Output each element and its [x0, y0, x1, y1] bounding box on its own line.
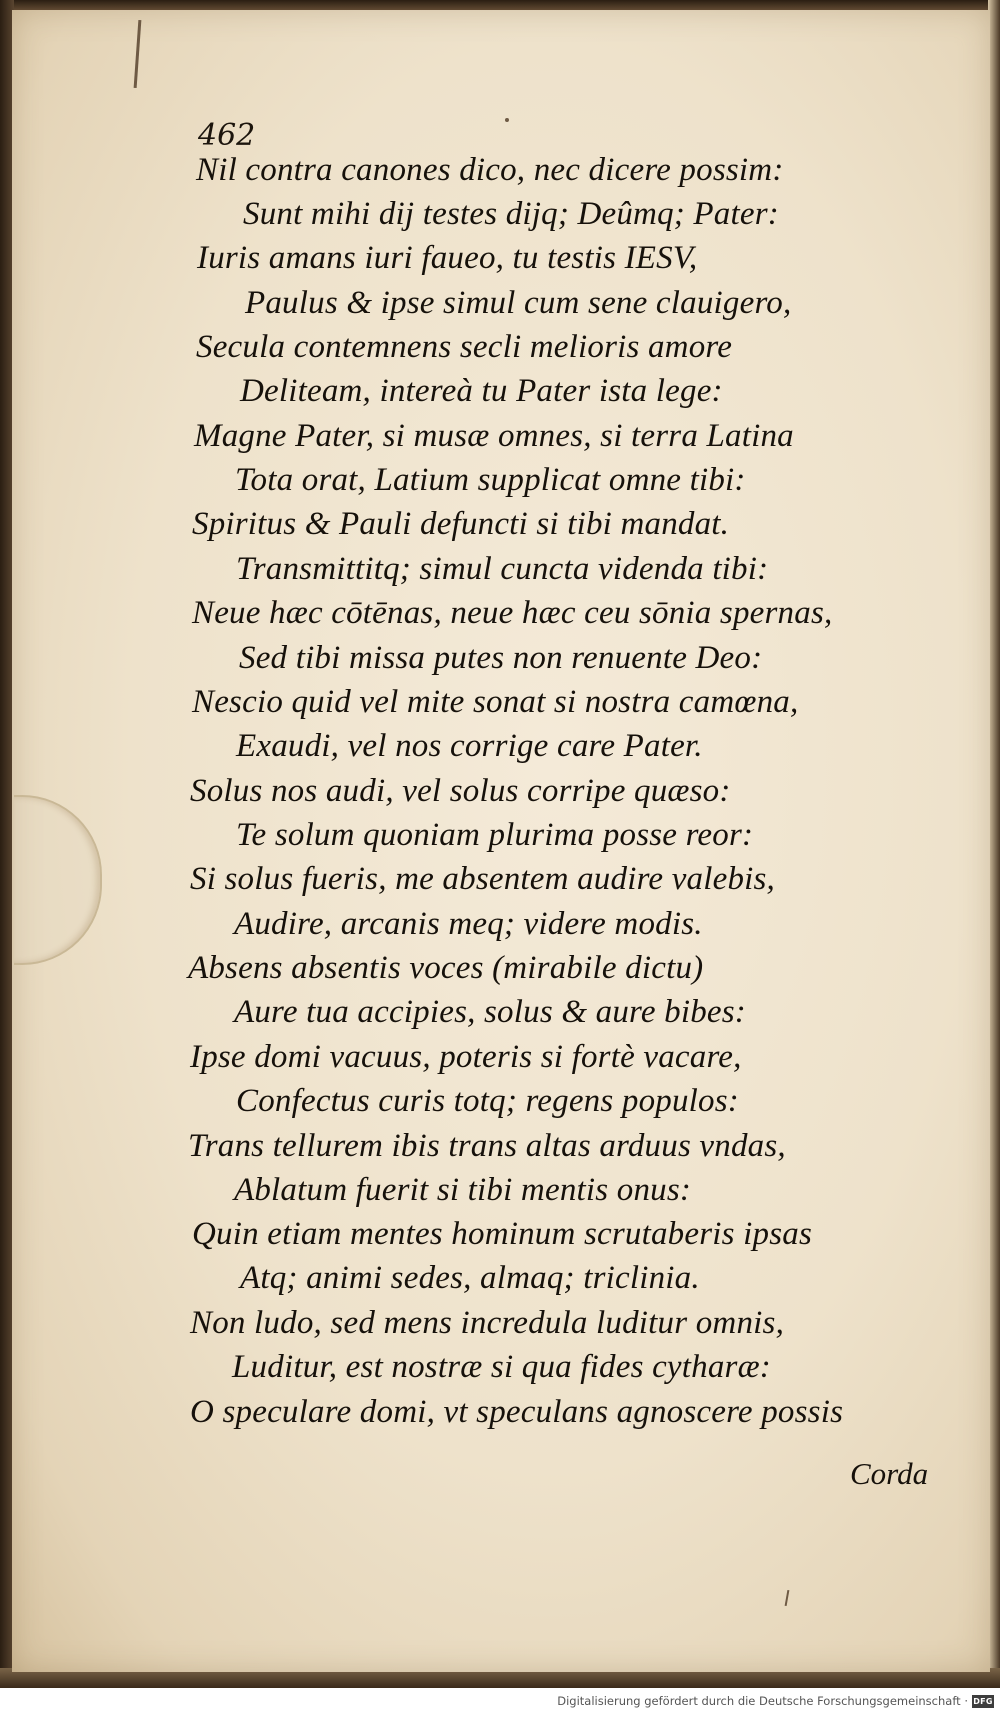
verse-line: Ablatum fuerit si tibi mentis onus:: [234, 1172, 692, 1208]
verse-line: Transmittitq; simul cuncta videnda tibi:: [236, 551, 769, 587]
verse-line: Confectus curis totq; regens populos:: [236, 1083, 739, 1119]
verse-line: Audire, arcanis meq; videre modis.: [234, 906, 703, 942]
verse-line: Magne Pater, si musæ omnes, si terra Latina: [194, 418, 794, 454]
dfg-logo: DFG: [973, 1697, 993, 1706]
footer-bar: [0, 1688, 1000, 1716]
verse-line: Te solum quoniam plurima posse reor:: [236, 817, 754, 853]
verse-line: Nescio quid vel mite sonat si nostra camœna,: [192, 684, 799, 720]
verse-line: Sunt mihi dij testes dijq; Deûmq; Pater:: [243, 196, 779, 232]
verse-line: Sed tibi missa putes non renuente Deo:: [239, 640, 763, 676]
verse-line: Aure tua accipies, solus & aure bibes:: [234, 994, 746, 1030]
verse-line: Exaudi, vel nos corrige care Pater.: [236, 728, 703, 764]
verse-line: Paulus & ipse simul cum sene clauigero,: [245, 285, 792, 321]
verse-line: Absens absentis voces (mirabile dictu): [188, 950, 704, 986]
verse-line: Quin etiam mentes hominum scrutaberis ipsas: [192, 1216, 812, 1252]
verse-line: Trans tellurem ibis trans altas arduus vndas,: [188, 1128, 786, 1164]
verse-line: Spiritus & Pauli defuncti si tibi mandat.: [192, 506, 730, 542]
verse-line: Si solus fueris, me absentem audire valebis,: [190, 861, 776, 897]
verse-line: Luditur, est nostræ si qua fides cytharæ:: [232, 1349, 771, 1385]
verse-line: Tota orat, Latium supplicat omne tibi:: [235, 462, 746, 498]
verse-line: Atq; animi sedes, almaq; triclinia.: [240, 1260, 700, 1296]
verse-line: Ipse domi vacuus, poteris si fortè vacare,: [190, 1039, 742, 1075]
verse-line: Secula contemnens secli melioris amore: [196, 329, 733, 365]
funding-credit: Digitalisierung gefördert durch die Deutsche Forschungsgemeinschaft ·: [557, 1694, 968, 1708]
verse-line: Solus nos audi, vel solus corripe quæso:: [190, 773, 731, 809]
catchword: Corda: [850, 1456, 929, 1491]
verse-line: Nil contra canones dico, nec dicere possim:: [196, 152, 784, 188]
page-number: 462: [198, 118, 256, 153]
verse-line: Non ludo, sed mens incredula luditur omnis,: [190, 1305, 785, 1341]
verse-line: Iuris amans iuri faueo, tu testis IESV,: [197, 240, 698, 276]
verse-line: O speculare domi, vt speculans agnoscere possis: [190, 1394, 844, 1430]
verse-line: Neue hæc cōtēnas, neue hæc ceu sōnia spernas,: [192, 595, 833, 631]
verse-line: Deliteam, intereà tu Pater ista lege:: [240, 373, 723, 409]
